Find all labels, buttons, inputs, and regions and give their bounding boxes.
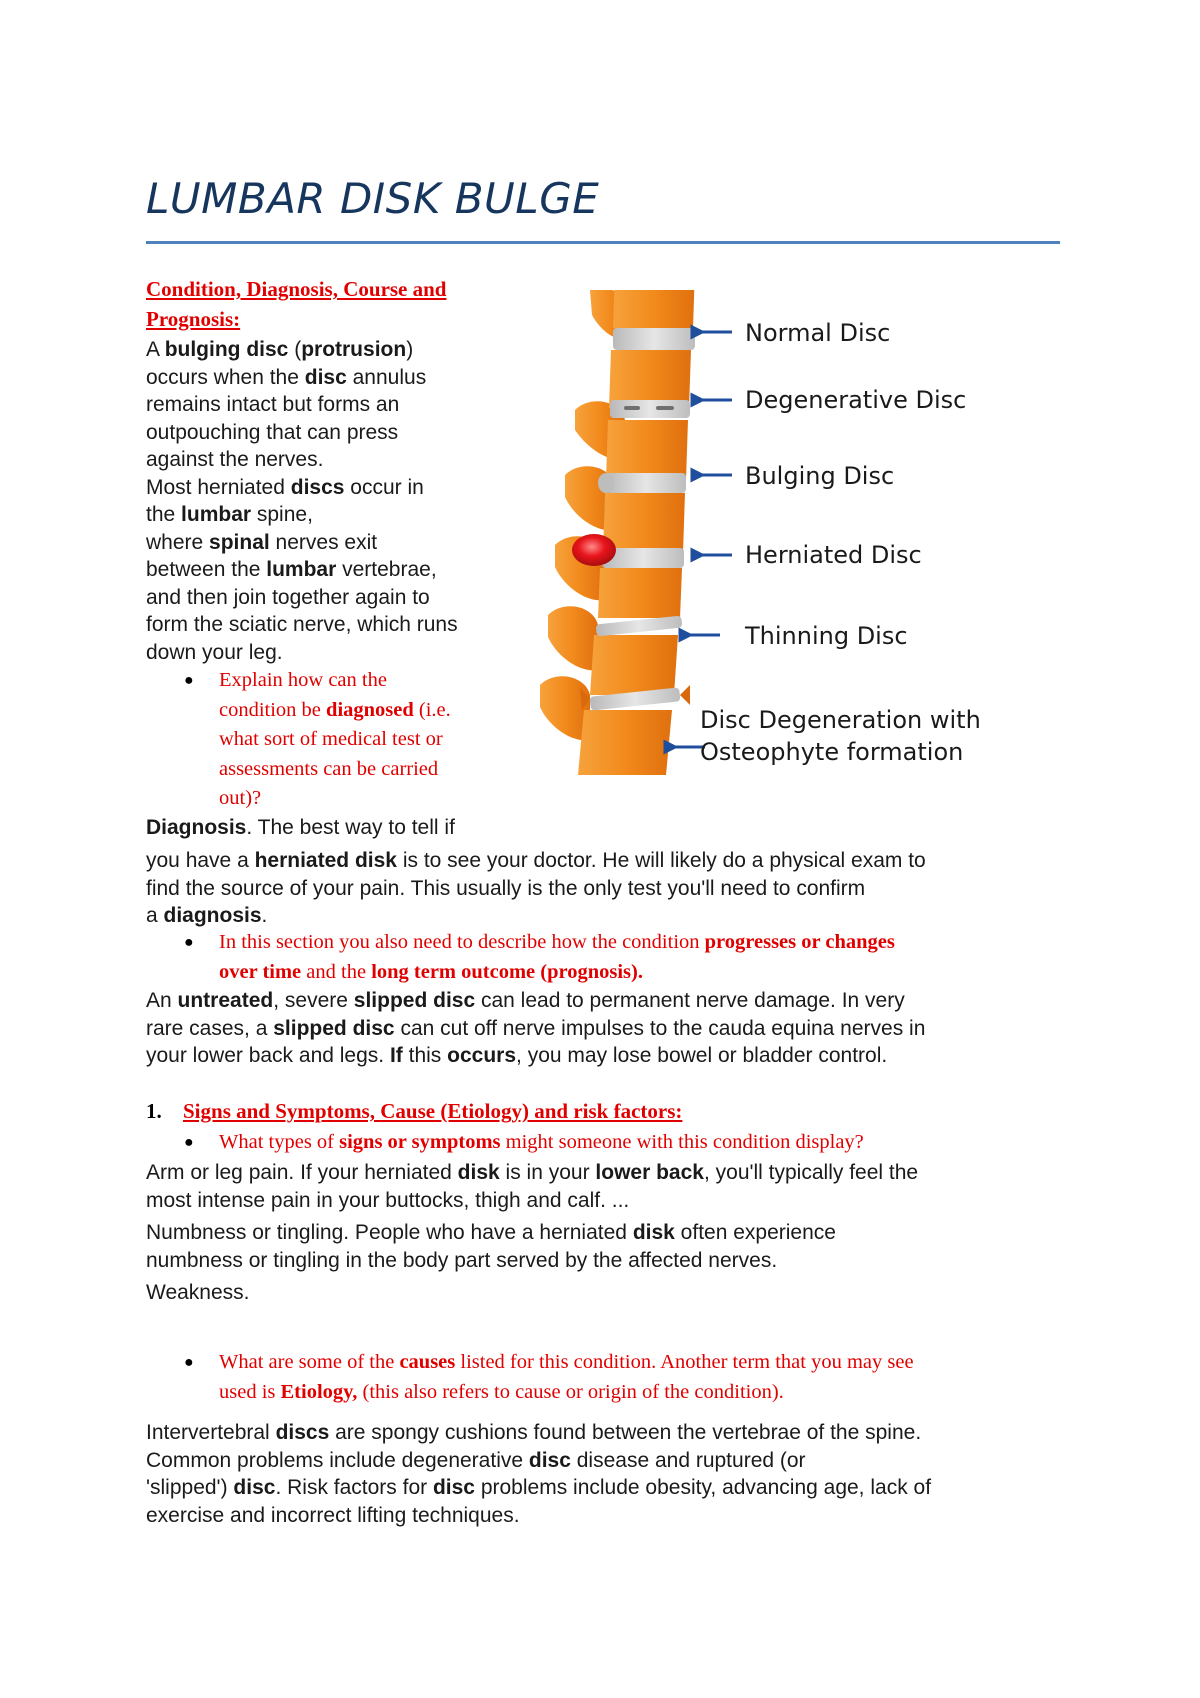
text-line: numbness or tingling in the body part served by the affected nerves. <box>146 1248 778 1272</box>
text-line: you have a herniated disk is to see your doctor. He will likely do a physical exam to <box>146 849 926 872</box>
bulging-disc <box>606 473 686 493</box>
label-herniated-disc: Herniated Disc <box>745 541 922 569</box>
untreated-paragraph <box>146 987 1076 1070</box>
normal-disc <box>613 328 695 350</box>
causes-paragraph <box>146 1419 1076 1529</box>
bullet-dot: ● <box>184 672 194 689</box>
symptoms-paragraph <box>146 1159 1076 1307</box>
text-line: where spinal nerves exit <box>146 530 378 554</box>
section-condition <box>146 274 536 841</box>
text-line: An untreated, severe slipped disc can lead to permanent nerve damage. In very <box>146 989 905 1012</box>
label-thinning-disc: Thinning Disc <box>745 622 908 650</box>
text-line: 'slipped') disc. Risk factors for disc problems include obesity, advancing age, lack of <box>146 1476 932 1499</box>
text-line: A bulging disc (protrusion) <box>146 338 414 361</box>
text-line: Numbness or tingling. People who have a herniated disk often experience <box>146 1221 836 1244</box>
text-line: between the lumbar vertebrae, <box>146 558 437 581</box>
text-line: your lower back and legs. If this occurs, you may lose bowel or bladder control. <box>146 1044 888 1067</box>
text-line: Most herniated discs occur in <box>146 475 424 499</box>
section-heading-signs: 1. Signs and Symptoms, Cause (Etiology) and risk factors: <box>146 1099 683 1123</box>
label-bulging-disc: Bulging Disc <box>745 462 895 490</box>
text-line: Arm or leg pain. If your herniated disk is in your lower back, you'll typically feel the <box>146 1161 919 1184</box>
text-line: exercise and incorrect lifting techniques. <box>146 1503 520 1527</box>
text-line: Common problems include degenerative disc disease and ruptured (or <box>146 1448 806 1472</box>
diagnosis-line: Diagnosis. The best way to tell if <box>146 815 455 839</box>
bullet-causes: ● What are some of the causes listed for this condition. Another term that you may see used is Etiology, (this also refers to cause or origin of the condition). <box>146 1348 1149 1407</box>
bullet-dot: ● <box>184 1354 194 1371</box>
label-normal-disc: Normal Disc <box>745 319 891 347</box>
text-line: most intense pain in your buttocks, thigh and calf. ... <box>146 1188 630 1212</box>
text-line: and then join together again to <box>146 585 430 609</box>
text-line: a diagnosis. <box>146 904 268 927</box>
label-osteophyte-line1: Disc Degeneration with <box>700 706 981 734</box>
title-rule <box>146 241 1060 244</box>
herniation <box>572 534 616 566</box>
text-line: the lumbar spine, <box>146 503 313 526</box>
label-osteophyte-line2: Osteophyte formation <box>700 738 964 766</box>
intro-paragraph <box>146 336 536 666</box>
label-degenerative-disc: Degenerative Disc <box>745 386 967 414</box>
bulge <box>598 473 614 493</box>
spine-disc-illustration <box>540 290 1070 820</box>
bullet-signs: ● What types of signs or symptoms might someone with this condition display? <box>146 1128 1149 1158</box>
text-line: Intervertebral discs are spongy cushions found between the vertebrae of the spine. <box>146 1421 922 1444</box>
section-heading: Condition, Diagnosis, Course and Prognosis: <box>146 277 447 331</box>
diagnosis-paragraph <box>146 847 1076 930</box>
text-line: down your leg. <box>146 640 283 664</box>
text-line: form the sciatic nerve, which runs <box>146 613 458 636</box>
text-line: Weakness. <box>146 1281 250 1304</box>
text-line: occurs when the disc annulus <box>146 365 427 389</box>
page-title: LUMBAR DISK BULGE <box>146 174 600 223</box>
text-line: find the source of your pain. This usually is the only test you'll need to confirm <box>146 876 866 900</box>
text-line: against the nerves. <box>146 448 324 471</box>
bullet-diagnose: ● Explain how can the condition be diagnosed (i.e. what sort of medical test or assessments can be carried out)? <box>146 666 509 814</box>
text-line: outpouching that can press <box>146 420 399 444</box>
thinning-disc <box>596 616 683 637</box>
text-line: remains intact but forms an <box>146 393 400 416</box>
bullet-dot: ● <box>184 1134 194 1151</box>
bullet-dot: ● <box>184 934 194 951</box>
degenerative-disc <box>610 400 690 418</box>
text-line: rare cases, a slipped disc can cut off nerve impulses to the cauda equina nerves in <box>146 1016 926 1040</box>
bullet-progress: ● In this section you also need to describe how the condition progresses or changes over time and the long term outcome (prognosis). <box>146 928 1149 987</box>
